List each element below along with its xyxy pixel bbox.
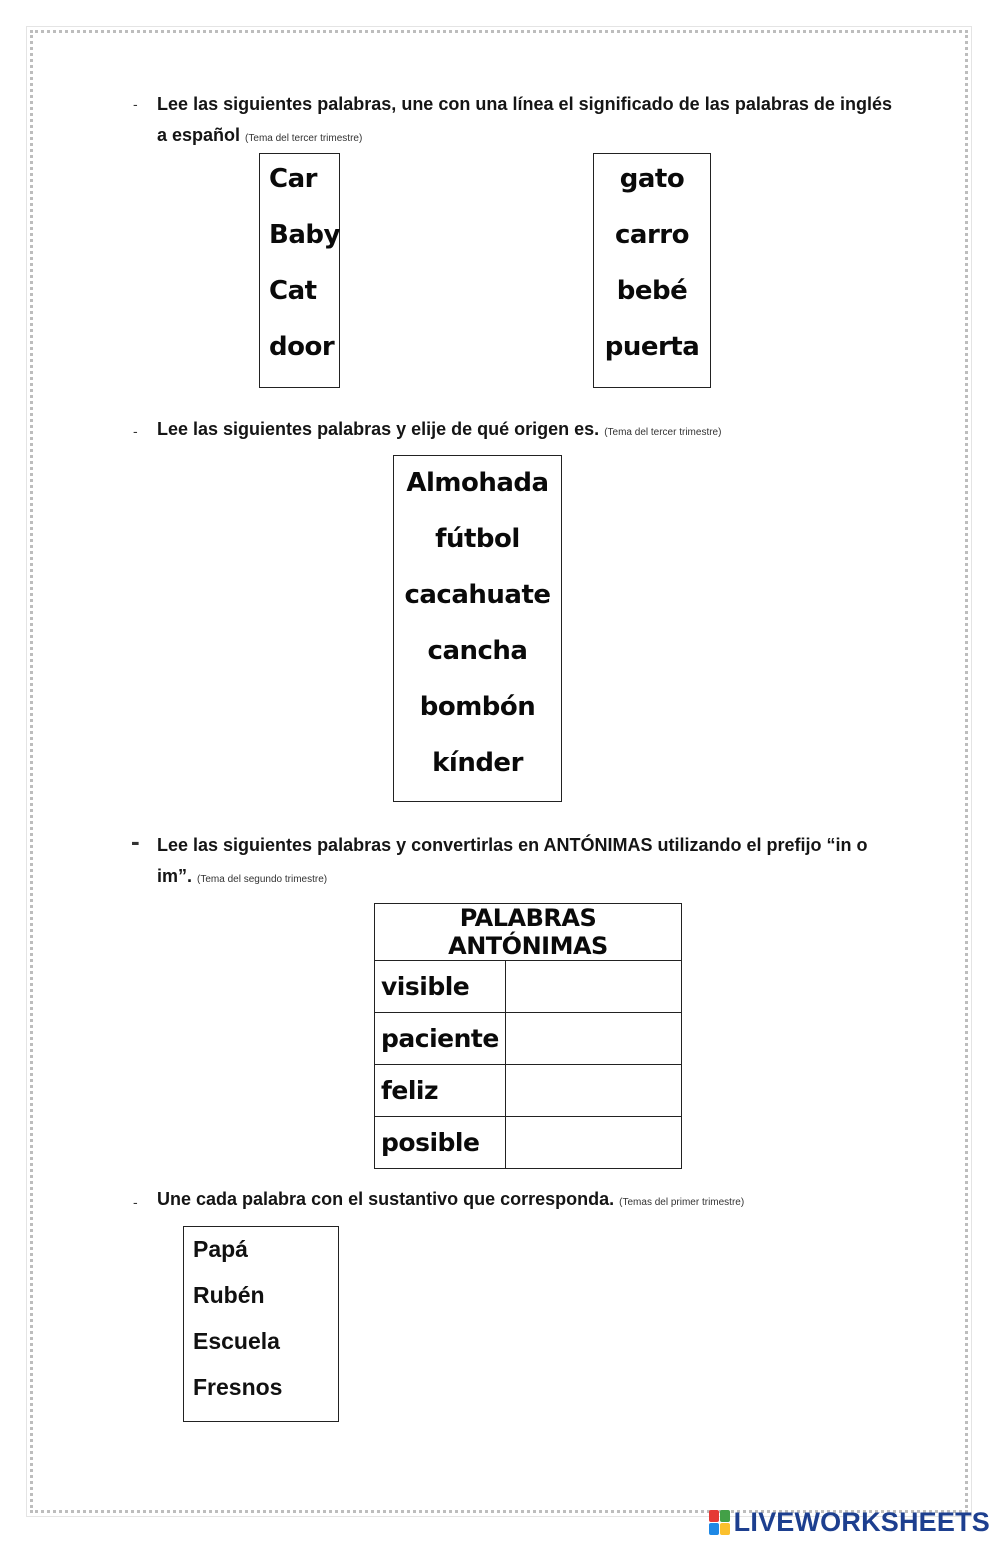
antonym-source-word: feliz xyxy=(375,1065,506,1117)
spanish-word[interactable]: carro xyxy=(615,220,689,250)
instruction-4-note: (Temas del primer trimestre) xyxy=(619,1197,745,1208)
instruction-3-text: Lee las siguientes palabras y convertirlas en ANTÓNIMAS utilizando el prefijo “in o im”. xyxy=(157,835,868,886)
instruction-1-text: Lee las siguientes palabras, une con una línea el significado de las palabras de inglés a español xyxy=(157,94,892,145)
english-words-box xyxy=(259,153,340,388)
logo-mark-tile xyxy=(720,1523,730,1535)
logo-text: LIVEWORKSHEETS xyxy=(733,1506,990,1537)
spanish-word[interactable]: gato xyxy=(619,164,685,194)
origin-word[interactable]: kínder xyxy=(432,748,523,778)
origin-word[interactable]: Almohada xyxy=(406,468,549,498)
logo-mark-tile xyxy=(720,1510,730,1522)
instruction-2 xyxy=(157,414,892,448)
instruction-1 xyxy=(157,89,892,154)
instruction-2-text: Lee las siguientes palabras y elije de qué origen es. xyxy=(157,419,600,439)
nouns-box xyxy=(183,1226,339,1422)
english-word[interactable]: door xyxy=(269,332,335,362)
instruction-4-text: Une cada palabra con el sustantivo que corresponda. xyxy=(157,1189,615,1209)
bullet-dash: - xyxy=(133,423,138,439)
antonyms-table-header: PALABRAS ANTÓNIMAS xyxy=(375,904,682,961)
origin-word[interactable]: cacahuate xyxy=(404,580,551,610)
spanish-word[interactable]: puerta xyxy=(604,332,700,362)
antonym-answer-cell[interactable] xyxy=(505,1065,681,1117)
origin-word[interactable]: cancha xyxy=(427,636,528,666)
antonym-source-word: visible xyxy=(375,961,506,1013)
spanish-word[interactable]: bebé xyxy=(616,276,688,306)
instruction-4 xyxy=(157,1184,892,1218)
antonym-answer-cell[interactable] xyxy=(505,1117,681,1169)
bullet-dash: - xyxy=(133,1194,138,1210)
origin-word[interactable]: fútbol xyxy=(435,524,520,554)
english-word[interactable]: Cat xyxy=(269,276,317,306)
english-word[interactable]: Car xyxy=(269,164,317,194)
origin-words-box xyxy=(393,455,562,802)
instruction-2-note: (Tema del tercer trimestre) xyxy=(604,427,722,438)
noun-word[interactable]: Papá xyxy=(193,1236,248,1262)
noun-word[interactable]: Escuela xyxy=(193,1328,280,1354)
logo-mark-icon xyxy=(709,1510,730,1535)
bullet-dash: - xyxy=(133,96,138,112)
antonym-source-word: posible xyxy=(375,1117,506,1169)
liveworksheets-logo[interactable] xyxy=(709,1506,990,1537)
noun-word[interactable]: Rubén xyxy=(193,1282,265,1308)
instruction-3-note: (Tema del segundo trimestre) xyxy=(197,874,328,885)
spanish-words-box xyxy=(593,153,711,388)
bullet-dash: - xyxy=(131,826,140,856)
instruction-3 xyxy=(157,830,892,895)
antonym-answer-cell[interactable] xyxy=(505,961,681,1013)
origin-word[interactable]: bombón xyxy=(419,692,536,722)
instruction-1-note: (Tema del tercer trimestre) xyxy=(245,133,363,144)
antonym-answer-cell[interactable] xyxy=(505,1013,681,1065)
logo-mark-tile xyxy=(709,1510,719,1522)
antonym-source-word: paciente xyxy=(375,1013,506,1065)
logo-mark-tile xyxy=(709,1523,719,1535)
antonyms-table xyxy=(374,903,682,1169)
noun-word[interactable]: Fresnos xyxy=(193,1374,283,1400)
english-word[interactable]: Baby xyxy=(269,220,340,250)
